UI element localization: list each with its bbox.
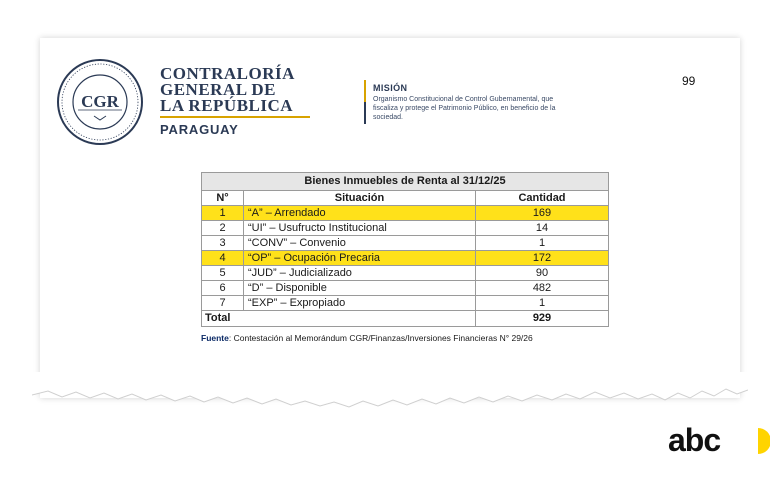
source-note (201, 333, 533, 343)
source-text: : Contestación al Memorándum CGR/Finanzas/Inversiones Financieras N° 29/26 (228, 333, 533, 343)
row-situation: “UI” – Usufructo Institucional (244, 221, 476, 236)
row-situation: “EXP” – Expropiado (244, 296, 476, 311)
total-value: 929 (476, 311, 609, 327)
table-row (202, 206, 609, 221)
org-name-line-2: GENERAL DE (160, 80, 276, 99)
table-row (202, 236, 609, 251)
row-situation: “CONV” – Convenio (244, 236, 476, 251)
properties-table (201, 172, 609, 327)
torn-paper-edge (32, 372, 748, 412)
row-quantity: 90 (476, 266, 609, 281)
page-number: 99 (682, 74, 696, 88)
row-number: 3 (202, 236, 244, 251)
column-header-situation: Situación (244, 191, 476, 206)
brand-accent-shape (758, 428, 770, 454)
table-row (202, 251, 609, 266)
row-situation: “JUD” – Judicializado (244, 266, 476, 281)
org-name-line-3: LA REPÚBLICA (160, 96, 294, 115)
table-header-row (202, 191, 609, 206)
column-header-quantity: Cantidad (476, 191, 609, 206)
mission-divider (364, 80, 366, 124)
row-quantity: 169 (476, 206, 609, 221)
row-quantity: 14 (476, 221, 609, 236)
row-number: 2 (202, 221, 244, 236)
org-country: PARAGUAY (160, 122, 239, 137)
source-label: Fuente (201, 333, 229, 343)
table-body (202, 206, 609, 311)
total-label: Total (202, 311, 476, 327)
cgr-seal-logo (56, 58, 144, 146)
row-quantity: 172 (476, 251, 609, 266)
mission-text: Organismo Constitucional de Control Gubernamental, que fiscaliza y protege el Patrimonio Público, en beneficio de la sociedad. (373, 96, 556, 121)
row-quantity: 1 (476, 296, 609, 311)
row-quantity: 482 (476, 281, 609, 296)
table-row (202, 281, 609, 296)
row-situation: “D” – Disponible (244, 281, 476, 296)
row-number: 1 (202, 206, 244, 221)
table-caption-row (202, 173, 609, 191)
table-total-row (202, 311, 609, 327)
abc-brand-logo (668, 424, 770, 458)
org-name-line-1: CONTRALORÍA (160, 64, 295, 83)
row-number: 6 (202, 281, 244, 296)
svg-text:abc: abc (668, 424, 721, 458)
svg-text:CGR: CGR (81, 92, 119, 111)
table-title: Bienes Inmuebles de Renta al 31/12/25 (202, 173, 609, 191)
gold-divider (160, 116, 310, 118)
row-situation: “A” – Arrendado (244, 206, 476, 221)
table-row (202, 221, 609, 236)
row-number: 7 (202, 296, 244, 311)
row-number: 4 (202, 251, 244, 266)
organization-name (160, 66, 295, 114)
row-situation: “OP” – Ocupación Precaria (244, 251, 476, 266)
table-row (202, 266, 609, 281)
column-header-number: N° (202, 191, 244, 206)
row-number: 5 (202, 266, 244, 281)
table-row (202, 296, 609, 311)
mission-title: MISIÓN (373, 83, 408, 93)
row-quantity: 1 (476, 236, 609, 251)
